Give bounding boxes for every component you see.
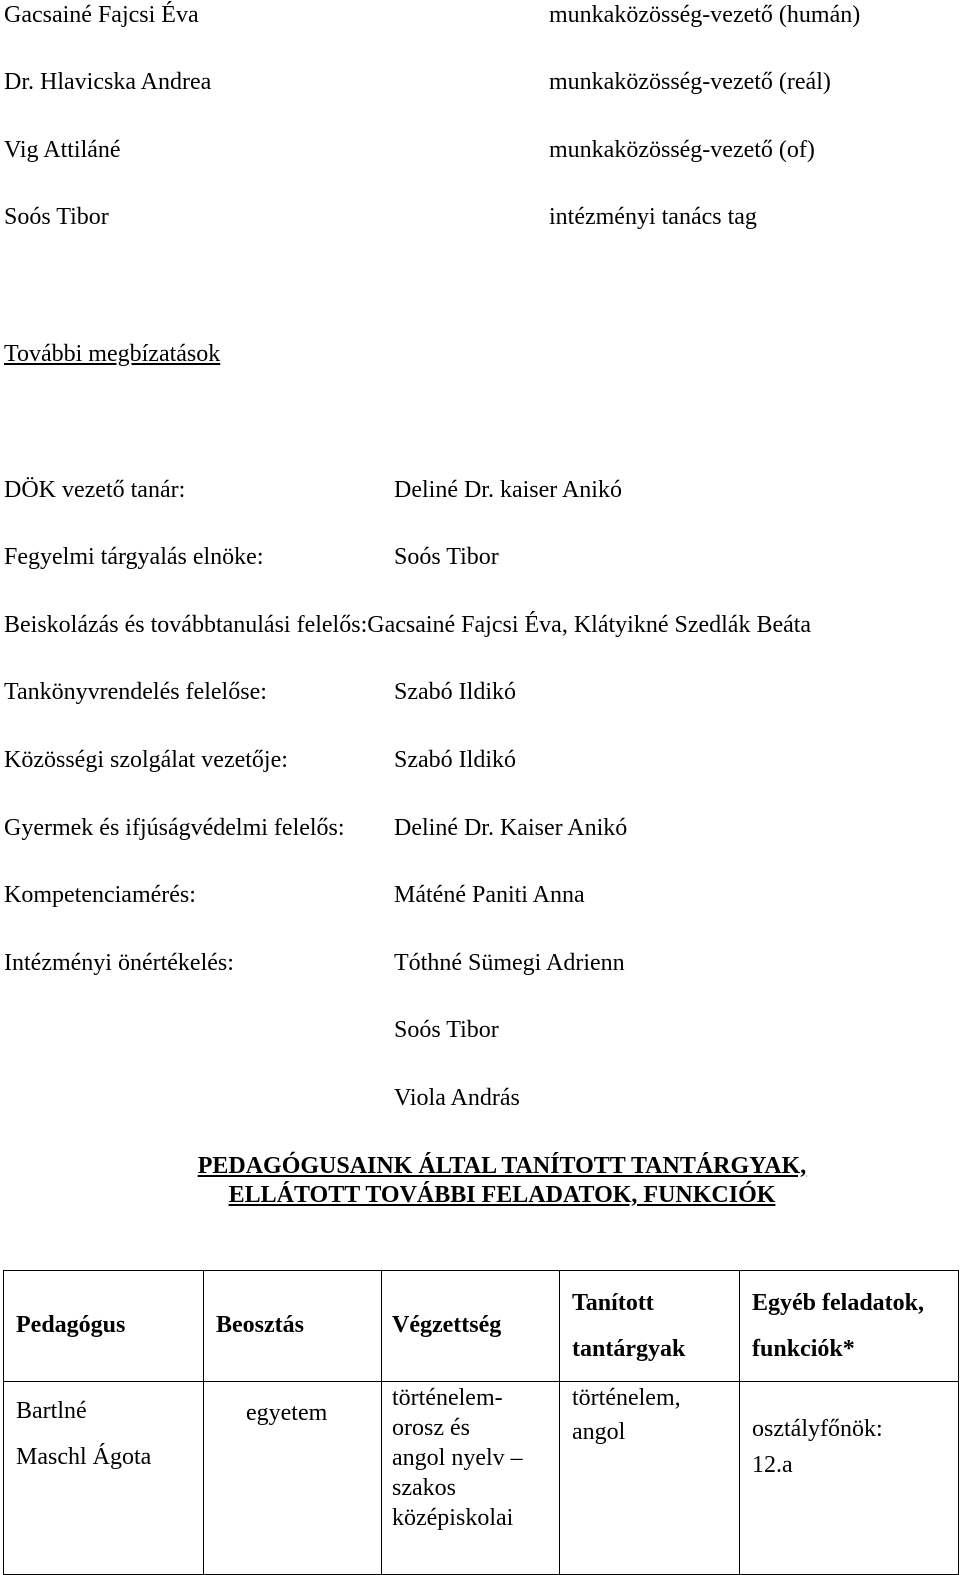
cell-degree [382, 1382, 560, 1575]
further-heading: További megbízatások [4, 341, 221, 367]
leader-role-1: munkaközösség-vezető (humán) [549, 2, 861, 28]
dok-label: DÖK vezető tanár: [4, 477, 186, 503]
staff-table [3, 1270, 959, 1575]
selfeval-value-2: Soós Tibor [394, 1017, 499, 1043]
cell-position-text: egyetem [246, 1400, 328, 1426]
table-row [4, 1382, 959, 1575]
selfeval-value-3: Viola András [394, 1085, 520, 1111]
youth-label: Gyermek és ifjúságvédelmi felelős: [4, 815, 345, 841]
discipline-label: Fegyelmi tárgyalás elnöke: [4, 544, 264, 570]
table-header-row [4, 1271, 959, 1382]
header-subjects-line-2: tantárgyak [572, 1336, 686, 1362]
leader-role-4: intézményi tanács tag [549, 204, 757, 230]
leader-name-4: Soós Tibor [4, 204, 109, 230]
textbook-value: Szabó Ildikó [394, 679, 516, 705]
header-other-line-2: funkciók* [752, 1336, 855, 1362]
cell-subjects [560, 1382, 740, 1575]
header-subjects [560, 1271, 740, 1382]
cell-other [740, 1382, 959, 1575]
header-teacher: Pedagógus [4, 1271, 204, 1382]
cell-teacher [4, 1382, 204, 1575]
community-value: Szabó Ildikó [394, 747, 516, 773]
competence-value: Máténé Paniti Anna [394, 882, 585, 908]
selfeval-value-1: Tóthné Sümegi Adrienn [394, 950, 625, 976]
header-degree: Végzettség [382, 1271, 560, 1382]
textbook-label: Tankönyvrendelés felelőse: [4, 679, 267, 705]
youth-value: Deliné Dr. Kaiser Anikó [394, 815, 628, 841]
cell-subjects-line-1: történelem, [572, 1385, 681, 1411]
leader-role-3: munkaközösség-vezető (of) [549, 137, 815, 163]
header-other [740, 1271, 959, 1382]
header-subjects-line-1: Tanított [572, 1290, 654, 1316]
cell-teacher-line-1: Bartlné [16, 1398, 87, 1424]
cell-degree-line-5: középiskolai [392, 1505, 514, 1531]
cell-degree-line-2: orosz és [392, 1415, 470, 1441]
schooling-line: Beiskolázás és továbbtanulási felelős:Gacsainé Fajcsi Éva, Klátyikné Szedlák Beáta [4, 612, 812, 638]
cell-teacher-line-2: Maschl Ágota [16, 1444, 152, 1470]
cell-subjects-line-2: angol [572, 1419, 626, 1445]
cell-degree-line-1: történelem- [392, 1385, 503, 1411]
selfeval-label: Intézményi önértékelés: [4, 950, 234, 976]
discipline-value: Soós Tibor [394, 544, 499, 570]
leader-name-1: Gacsainé Fajcsi Éva [4, 2, 199, 28]
section-title-line-2: ELLÁTOTT TOVÁBBI FELADATOK, FUNKCIÓK [228, 1182, 776, 1208]
leader-name-2: Dr. Hlavicska Andrea [4, 69, 212, 95]
community-label: Közösségi szolgálat vezetője: [4, 747, 288, 773]
leader-role-2: munkaközösség-vezető (reál) [549, 69, 831, 95]
dok-value: Deliné Dr. kaiser Anikó [394, 477, 622, 503]
cell-degree-line-3: angol nyelv – [392, 1445, 523, 1471]
cell-position [204, 1382, 382, 1575]
section-title-line-1: PEDAGÓGUSAINK ÁLTAL TANÍTOTT TANTÁRGYAK, [197, 1153, 807, 1179]
cell-other-line-1: osztályfőnök: [752, 1416, 883, 1442]
cell-other-line-2: 12.a [752, 1452, 793, 1478]
header-position: Beosztás [204, 1271, 382, 1382]
competence-label: Kompetenciamérés: [4, 882, 196, 908]
cell-degree-line-4: szakos [392, 1475, 456, 1501]
leader-name-3: Vig Attiláné [4, 137, 121, 163]
header-other-line-1: Egyéb feladatok, [752, 1290, 925, 1316]
